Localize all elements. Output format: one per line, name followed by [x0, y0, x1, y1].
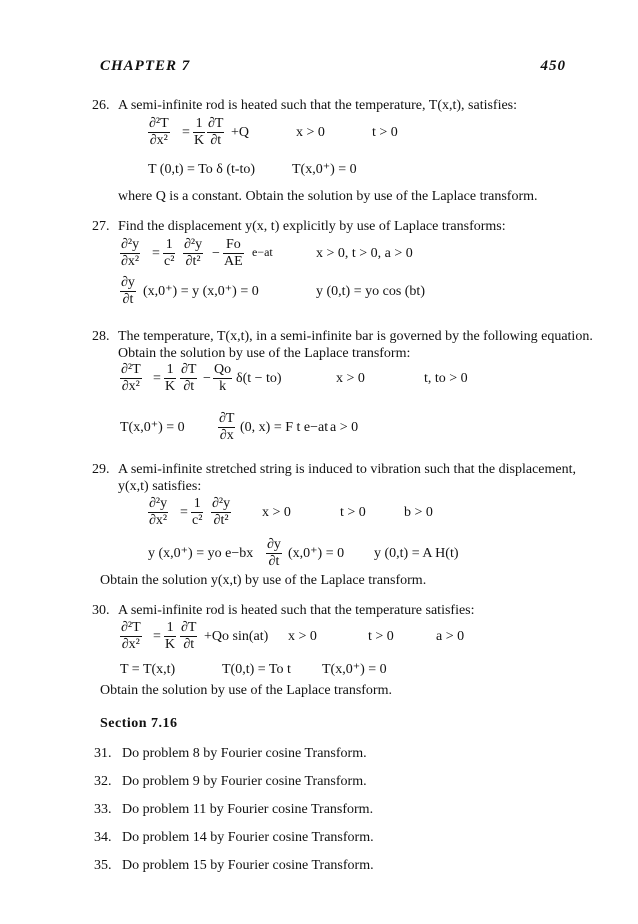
p29-ic1: y (x,0⁺) = yo e−bx — [148, 546, 254, 561]
p28-eq-frac3: Qo k — [214, 362, 232, 394]
problem-31-text: Do problem 8 by Fourier cosine Transform. — [122, 746, 367, 761]
p29-bc: y (0,t) = A H(t) — [374, 546, 459, 561]
problem-number-28: 28. — [92, 329, 110, 344]
p26-eq-frac1: 1 K — [194, 116, 205, 148]
p30-eq-equals: = — [153, 629, 161, 644]
problem-32-text: Do problem 9 by Fourier cosine Transform. — [122, 774, 367, 789]
p26-cond-x: x > 0 — [296, 125, 325, 140]
p29-ic2: (x,0⁺) = 0 — [288, 546, 345, 561]
problem-number-35: 35. — [94, 858, 112, 873]
p26-lhs-den: ∂x² — [149, 133, 168, 148]
p30-def-T: T = T(x,t) — [120, 662, 176, 677]
problem-29-intro-1: A semi-infinite stretched string is induced to vibration such that the displacement, — [118, 462, 577, 477]
p27-eq-frac2: ∂²y ∂t² — [184, 237, 203, 269]
p26-eq-tail: +Q — [231, 125, 250, 140]
p27-eq-lhs: ∂²y ∂x² — [121, 237, 140, 269]
p30-eq-lhs: ∂²T ∂x² — [121, 620, 141, 652]
p28-eq-minus: − — [203, 371, 211, 386]
p30-eq-frac1: 1 K — [165, 620, 176, 652]
p26-bc2: T(x,0⁺) = 0 — [292, 162, 357, 177]
p29-eq-lhs: ∂²y ∂x² — [149, 496, 168, 528]
p30-cond-t: t > 0 — [368, 629, 394, 644]
problem-29-closing: Obtain the solution y(x,t) by use of the Laplace transform. — [100, 573, 427, 588]
p29-cond-b: b > 0 — [404, 505, 433, 520]
p30-eq-tail: +Qo sin(at) — [204, 629, 269, 644]
p27-ic-derivative: ∂y ∂t — [121, 275, 135, 307]
p29-cond-t: t > 0 — [340, 505, 366, 520]
problem-26-intro: A semi-infinite rod is heated such that the temperature, T(x,t), satisfies: — [118, 98, 518, 113]
p26-eq-equals: = — [182, 125, 190, 140]
problem-35-text: Do problem 15 by Fourier cosine Transform. — [122, 858, 374, 873]
p26-cond-t: t > 0 — [372, 125, 398, 140]
p28-bc: (0, x) = F t e−at — [240, 420, 329, 435]
problem-28-intro-2: Obtain the solution by use of the Laplace transform: — [118, 346, 411, 361]
problem-30-closing: Obtain the solution by use of the Laplace transform. — [100, 683, 392, 698]
p28-eq-delta: δ(t − to) — [236, 371, 282, 386]
p27-eq-frac1: 1 c² — [164, 237, 175, 269]
p26-bc1: T (0,t) = To δ (t-to) — [148, 162, 256, 177]
problem-number-33: 33. — [94, 802, 112, 817]
p29-eq-equals: = — [180, 505, 188, 520]
p30-eq-frac2: ∂T ∂t — [181, 620, 197, 652]
problem-34-text: Do problem 14 by Fourier cosine Transform. — [122, 830, 374, 845]
p29-ic2-derivative: ∂y ∂t — [267, 537, 281, 569]
p28-bc-derivative: ∂T ∂x — [219, 411, 235, 443]
chapter-header: CHAPTER 7 — [100, 58, 191, 74]
problem-33-text: Do problem 11 by Fourier cosine Transform. — [122, 802, 374, 817]
p27-eq-frac3: Fo AE — [224, 237, 243, 269]
p28-cond-x: x > 0 — [336, 371, 365, 386]
problem-number-30: 30. — [92, 603, 110, 618]
p28-ic: T(x,0⁺) = 0 — [120, 420, 185, 435]
p28-cond-t: t, to > 0 — [424, 371, 468, 386]
problem-number-26: 26. — [92, 98, 110, 113]
p30-cond-x: x > 0 — [288, 629, 317, 644]
problem-28-intro-1: The temperature, T(x,t), in a semi-infinite bar is governed by the following equation. — [118, 329, 593, 344]
page-number: 450 — [540, 58, 566, 74]
p27-ic: (x,0⁺) = y (x,0⁺) = 0 — [143, 284, 259, 299]
p27-eq-minus: − — [212, 246, 220, 261]
p30-bc: T(0,t) = To t — [222, 662, 291, 677]
p29-cond-x: x > 0 — [262, 505, 291, 520]
p28-eq-equals: = — [153, 371, 161, 386]
p26-eq-frac2: ∂T ∂t — [208, 116, 224, 148]
p26-eq-lhs — [148, 117, 170, 148]
p27-eq-exp: e−at — [252, 245, 273, 259]
p27-conditions: x > 0, t > 0, a > 0 — [316, 246, 413, 261]
problem-30-intro: A semi-infinite rod is heated such that the temperature satisfies: — [118, 603, 475, 618]
section-heading: Section 7.16 — [100, 716, 178, 731]
problem-number-31: 31. — [94, 746, 112, 761]
problem-number-32: 32. — [94, 774, 112, 789]
p26-lhs-num: ∂²T — [149, 116, 169, 131]
problem-number-29: 29. — [92, 462, 110, 477]
problem-29-intro-2: y(x,t) satisfies: — [118, 479, 202, 494]
problem-27-intro: Find the displacement y(x, t) explicitly by use of Laplace transforms: — [118, 219, 506, 234]
p29-eq-frac1: 1 c² — [192, 496, 203, 528]
p30-ic: T(x,0⁺) = 0 — [322, 662, 387, 677]
p27-bc: y (0,t) = yo cos (bt) — [316, 284, 425, 299]
p27-eq-equals: = — [152, 246, 160, 261]
p28-eq-lhs: ∂²T ∂x² — [121, 362, 141, 394]
p30-cond-a: a > 0 — [436, 629, 465, 644]
problem-26-closing: where Q is a constant. Obtain the solution by use of the Laplace transform. — [118, 189, 538, 204]
p28-eq-frac2: ∂T ∂t — [181, 362, 197, 394]
problem-number-34: 34. — [94, 830, 112, 845]
p28-eq-frac1: 1 K — [165, 362, 176, 394]
p28-bc-cond: a > 0 — [330, 420, 359, 435]
p29-eq-frac2: ∂²y ∂t² — [212, 496, 231, 528]
problem-number-27: 27. — [92, 219, 110, 234]
